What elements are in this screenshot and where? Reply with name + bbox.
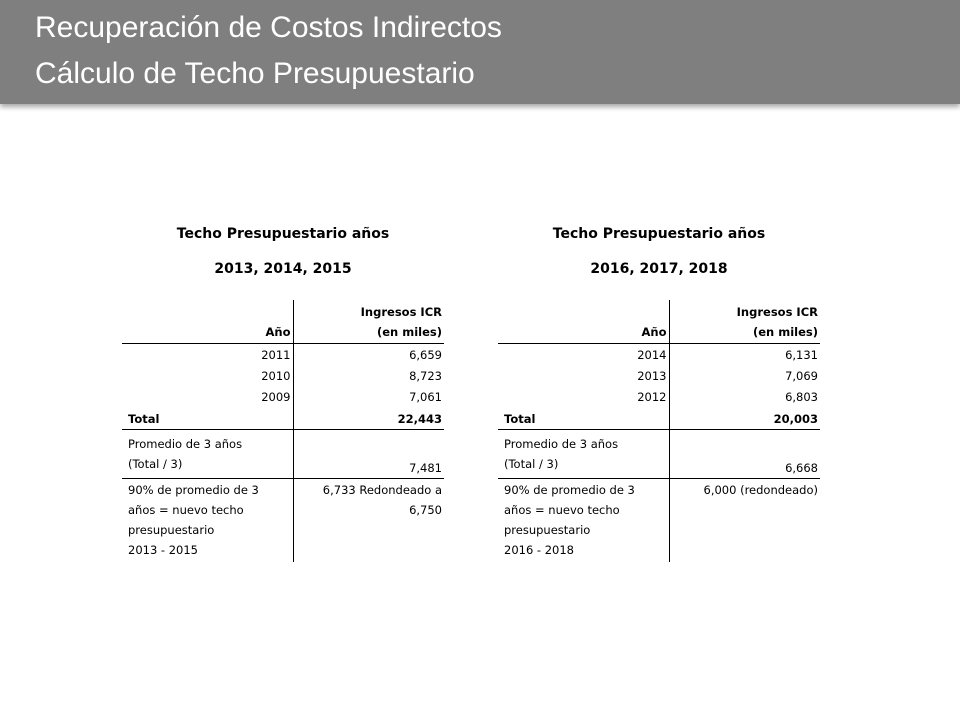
year-cell: 2010 (122, 365, 293, 386)
table-years: 2013, 2014, 2015 (214, 261, 352, 277)
slide-header (0, 0, 960, 104)
table-row (498, 386, 820, 407)
budget-table (122, 300, 444, 562)
total-label: Total (122, 407, 293, 430)
year-cell: 2014 (498, 344, 669, 366)
budget-table (498, 300, 820, 562)
income-cell: 7,069 (785, 369, 818, 383)
income-cell: 6,803 (785, 390, 818, 404)
table-row (122, 344, 444, 366)
total-value: 22,443 (293, 407, 444, 430)
total-row (122, 407, 444, 430)
column-header-income: Ingresos ICR (en miles) (360, 305, 442, 339)
ceiling-row (498, 479, 820, 563)
total-value: 20,003 (669, 407, 820, 430)
average-label: Promedio de 3 años (Total / 3) (122, 430, 293, 479)
ceiling-label: 90% de promedio de 3 años = nuevo techo presupuestario 2013 - 2015 (122, 479, 293, 563)
year-cell: 2013 (498, 365, 669, 386)
table-header-row (122, 300, 444, 344)
column-header-year: Año (122, 300, 293, 344)
average-value: 6,668 (669, 430, 820, 479)
average-row (498, 430, 820, 479)
income-cell: 8,723 (409, 369, 442, 383)
total-row (498, 407, 820, 430)
average-label: Promedio de 3 años (Total / 3) (498, 430, 669, 479)
income-cell: 6,659 (409, 348, 442, 362)
table-row (498, 365, 820, 386)
income-cell: 6,131 (785, 348, 818, 362)
table-years: 2016, 2017, 2018 (590, 261, 728, 277)
year-cell: 2012 (498, 386, 669, 407)
year-cell: 2011 (122, 344, 293, 366)
table-row (122, 386, 444, 407)
table-title: Techo Presupuestario años (176, 226, 390, 242)
ceiling-value: 6,000 (redondeado) (703, 483, 818, 497)
total-label: Total (498, 407, 669, 430)
slide-subtitle: Cálculo de Techo Presupuestario (35, 57, 475, 90)
ceiling-value: 6,733 Redondeado a 6,750 (322, 483, 442, 517)
average-value: 7,481 (293, 430, 444, 479)
average-row (122, 430, 444, 479)
slide-title: Recuperación de Costos Indirectos (35, 11, 502, 44)
income-cell: 7,061 (409, 390, 442, 404)
ceiling-row (122, 479, 444, 563)
ceiling-label: 90% de promedio de 3 años = nuevo techo presupuestario 2016 - 2018 (498, 479, 669, 563)
column-header-income: Ingresos ICR (en miles) (736, 305, 818, 339)
year-cell: 2009 (122, 386, 293, 407)
column-header-year: Año (498, 300, 669, 344)
table-title: Techo Presupuestario años (552, 226, 766, 242)
table-row (498, 344, 820, 366)
table-row (122, 365, 444, 386)
table-header-row (498, 300, 820, 344)
